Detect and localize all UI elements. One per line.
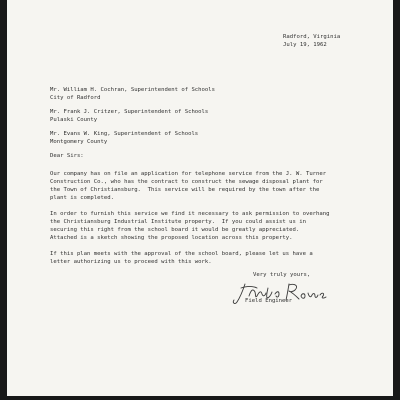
salutation: Dear Sirs: (50, 153, 84, 159)
paragraph-2-line: Attached is a sketch showing the proposed location across this property. (50, 235, 293, 241)
closing: Very truly yours, (253, 272, 311, 278)
paragraph-2-line: the Christiansburg Industrial Institute property. If you could assist us in (50, 219, 306, 225)
recipient-1-location: City of Radford (50, 95, 101, 101)
recipient-3-name: Mr. Evans W. King, Superintendent of Schools (50, 131, 199, 137)
recipient-3-location: Montgomery County (50, 139, 108, 145)
paragraph-1-line: plant is completed. (50, 195, 114, 201)
paragraph-2-line: In order to furnish this service we find it necessary to ask permission to overhang (50, 211, 330, 217)
recipient-1-name: Mr. William H. Cochran, Superintendent of Schools (50, 87, 216, 93)
paragraph-1-line: the Town of Christiansburg. This service will be required by the town after the (50, 187, 320, 193)
date-city: Radford, Virginia (283, 34, 341, 40)
date: July 19, 1962 (283, 42, 327, 48)
paragraph-1-line: Construction Co., who has the contract to construct the sewage disposal plant for (50, 179, 323, 185)
paragraph-2-line: securing this right from the school board it would be greatly appreciated. (50, 227, 300, 233)
paragraph-3-line: letter authorizing us to proceed with this work. (50, 259, 212, 265)
paragraph-1-line: Our company has on file an application for telephone service from the J. W. Turner (50, 171, 327, 177)
recipient-2-location: Pulaski County (50, 117, 98, 123)
letter-page (7, 0, 393, 396)
paragraph-3-line: If this plan meets with the approval of the school board, please let us have a (50, 251, 313, 257)
recipient-2-name: Mr. Frank J. Critzer, Superintendent of Schools (50, 109, 209, 115)
letterhead (145, 0, 191, 1)
signature-title: Field Engineer (245, 298, 293, 304)
